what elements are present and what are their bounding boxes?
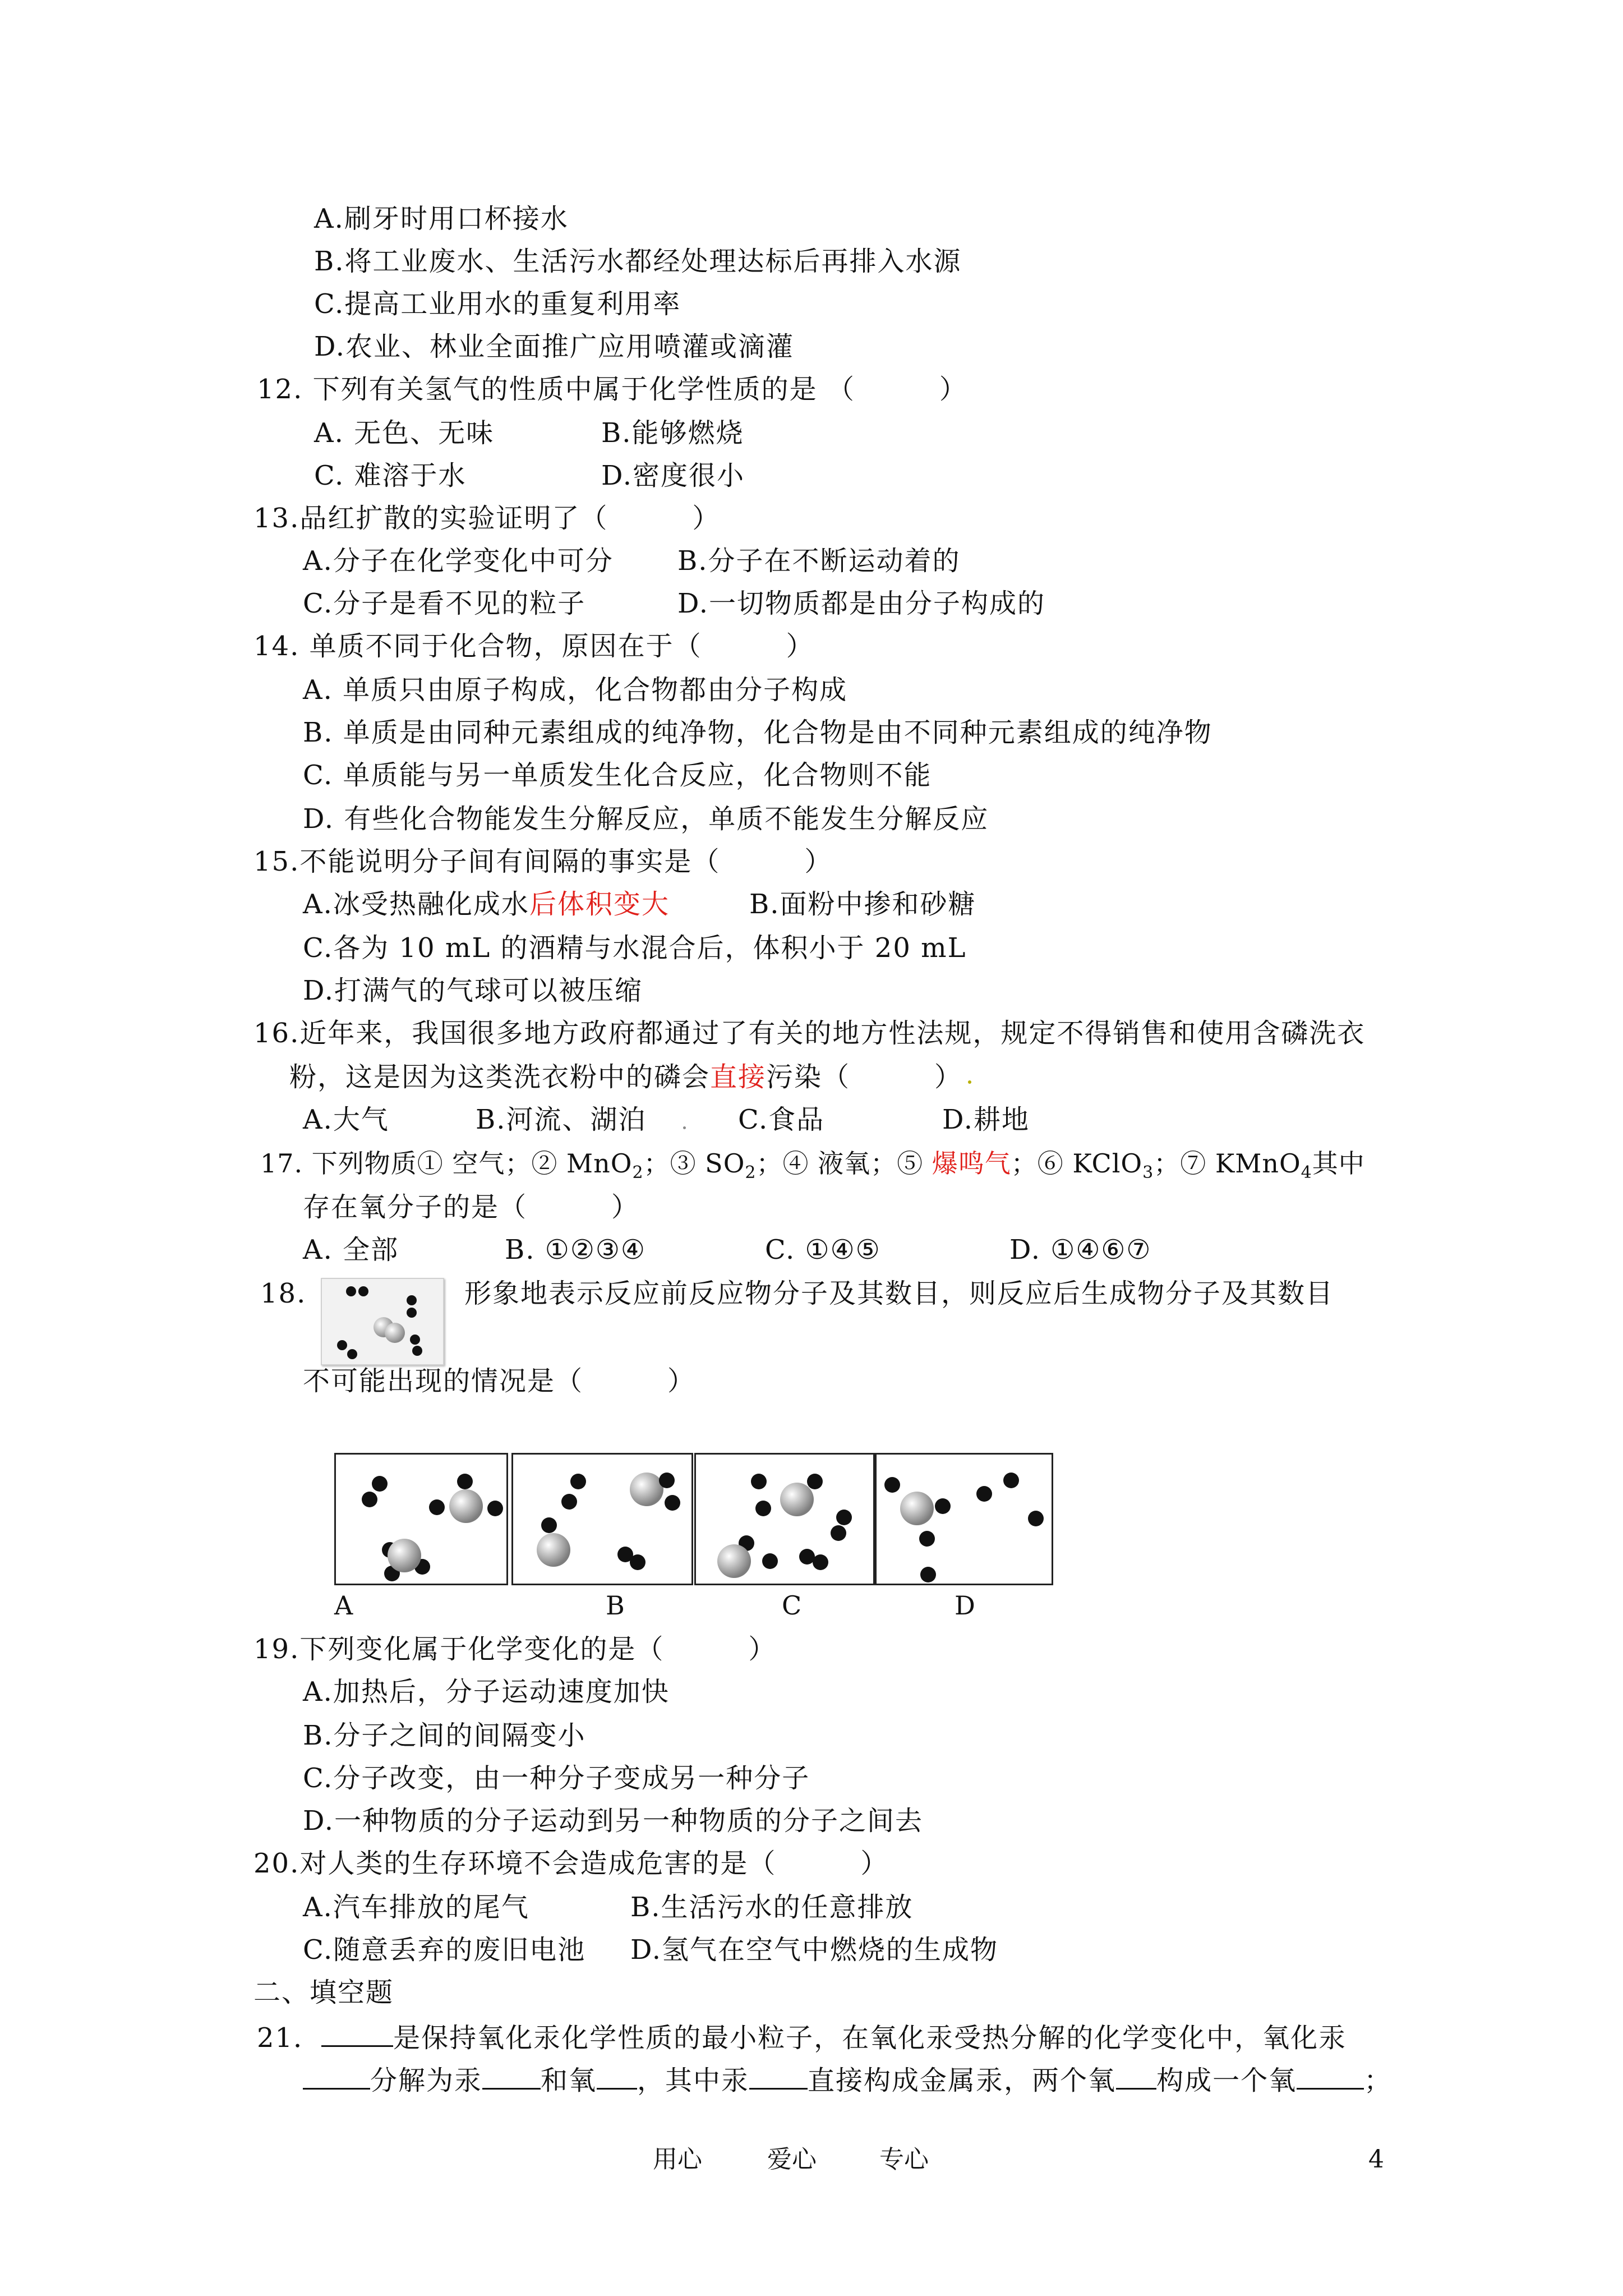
q18-label-d: D [955,1590,975,1621]
q21-line1 [257,2019,1347,2055]
stray-dot-mark-2 [683,1126,686,1129]
q17-sub-2: 2 [745,1163,757,1183]
q12-option-b: B.能够燃烧 [601,417,744,449]
q16-stem-line2 [289,1060,962,1094]
q17-option-a: A. 全部 [303,1234,399,1266]
q15-option-a [303,887,670,921]
q13-option-a: A.分子在化学变化中可分 [303,545,614,577]
q17-stem-line1 [260,1147,1365,1183]
q17-sub-1: 2 [632,1163,644,1183]
q21-text-1: 是保持氧化汞化学性质的最小粒子，在氧化汞受热分解的化学变化中，氧化汞 [393,2022,1347,2054]
q16-stem-text-b: 污染（ ） [766,1061,963,1093]
q15-option-a-highlight: 后体积变大 [529,889,670,920]
q19-option-b: B.分子之间的间隔变小 [303,1720,586,1751]
q17-sub-4: 4 [1301,1163,1312,1183]
q12-option-d: D.密度很小 [601,460,745,491]
section-heading-fill-in: 二、填空题 [253,1977,394,2008]
q17-highlight: 爆鸣气 [932,1148,1011,1179]
q17-sub-3: 3 [1142,1163,1154,1183]
q21-blank-1[interactable] [321,2019,393,2047]
q12-option-c: C. 难溶于水 [314,460,467,491]
q18-option-d-figure [875,1453,1053,1585]
q17-stem-line2: 存在氧分子的是（ ） [303,1191,640,1223]
q16-option-b: B.河流、湖泊 [476,1104,647,1135]
q20-option-b: B.生活污水的任意排放 [630,1892,914,1923]
q19-option-d: D.一种物质的分子运动到另一种物质的分子之间去 [303,1805,924,1837]
q18-option-a-figure [334,1453,508,1585]
q14-option-c: C. 单质能与另一单质发生化合反应，化合物则不能 [303,760,932,791]
q21-blank-2[interactable] [303,2062,370,2090]
q17-text-6: 其中 [1312,1148,1365,1179]
q21-text-6: 构成一个氧 [1156,2065,1297,2096]
q18-number: 18. [260,1278,307,1309]
q13-option-d: D.一切物质都是由分子构成的 [677,588,1046,619]
q21-text-7: ； [1364,2065,1393,2096]
q16-option-a: A.大气 [303,1104,389,1135]
q18-option-c-molecules [696,1455,873,1584]
q17-option-d: D. ①④⑥⑦ [1009,1234,1152,1266]
q17-text-2: ；③ SO [643,1148,745,1179]
q16-stem-line1: 16.近年来，我国很多地方政府都通过了有关的地方性法规，规定不得销售和使用含磷洗衣 [253,1018,1366,1049]
q14-option-a: A. 单质只由原子构成，化合物都由分子构成 [303,674,848,706]
q21-blank-5[interactable] [749,2062,808,2090]
q21-blank-6[interactable] [1116,2062,1156,2090]
q15-option-b: B.面粉中掺和砂糖 [749,889,976,920]
q18-option-d-molecules [877,1455,1052,1584]
q13-stem: 13.品红扩散的实验证明了（ ） [253,503,721,534]
q21-text-3: 和氧 [541,2065,597,2096]
q17-text-4: ；⑥ KClO [1011,1148,1143,1179]
q17-text-3: ；④ 液氧；⑤ [756,1148,932,1179]
q17-option-b: B. ①②③④ [505,1234,646,1266]
q18-label-c: C [782,1590,802,1621]
q11-option-d: D.农业、林业全面推广应用喷灌或滴灌 [314,331,795,362]
q15-option-a-text: A.冰受热融化成水 [303,889,529,920]
stray-dot-mark [968,1080,971,1084]
q21-text-5: 直接构成金属汞，两个氧 [808,2065,1117,2096]
q18-stem-line2: 不可能出现的情况是（ ） [303,1365,696,1397]
footer-motto-2: 爱心 [767,2145,817,2174]
q17-text-1: 17. 下列物质① 空气；② MnO [260,1148,633,1179]
q14-option-d: D. 有些化合物能发生分解反应，单质不能发生分解反应 [303,803,989,835]
q20-option-d: D.氢气在空气中燃烧的生成物 [630,1934,999,1966]
q13-option-b: B.分子在不断运动着的 [677,545,961,577]
q16-stem-highlight: 直接 [710,1061,767,1093]
q19-option-a: A.加热后，分子运动速度加快 [303,1676,670,1708]
q16-option-c: C.食品 [738,1104,825,1135]
q18-option-a-molecules [336,1455,506,1584]
q17-option-c: C. ①④⑤ [765,1234,881,1266]
q11-option-c: C.提高工业用水的重复利用率 [314,288,681,320]
q20-option-c: C.随意丢弃的废旧电池 [303,1934,586,1966]
q21-text-4: ，其中汞 [637,2065,750,2096]
q12-stem: 12. 下列有关氢气的性质中属于化学性质的是 （ ） [257,374,967,405]
q18-option-c-figure [694,1453,875,1585]
q14-option-b: B. 单质是由同种元素组成的纯净物，化合物是由不同种元素组成的纯净物 [303,717,1212,748]
footer-motto-3: 专心 [879,2145,929,2174]
q13-option-c: C.分子是看不见的粒子 [303,588,586,619]
q14-stem: 14. 单质不同于化合物，原因在于（ ） [253,631,814,662]
q11-option-b: B.将工业废水、生活污水都经处理达标后再排入水源 [314,246,962,277]
q15-option-d: D.打满气的气球可以被压缩 [303,975,643,1006]
q18-reactant-image [321,1278,444,1365]
q20-stem: 20.对人类的生存环境不会造成危害的是（ ） [253,1848,889,1879]
q12-option-a: A. 无色、无味 [314,417,495,449]
q21-text-2: 分解为汞 [370,2065,483,2096]
q21-number: 21． [257,2022,322,2054]
q16-option-d: D.耕地 [942,1104,1030,1135]
q18-option-b-molecules [513,1455,691,1584]
q17-text-5: ；⑦ KMnO [1154,1148,1301,1179]
q21-line2 [303,2062,1392,2097]
q15-option-c: C.各为 10 mL 的酒精与水混合后，体积小于 20 mL [303,932,967,964]
q21-blank-4[interactable] [597,2062,637,2090]
q15-stem: 15.不能说明分子间有间隔的事实是（ ） [253,846,833,877]
q11-option-a: A.刷牙时用口杯接水 [314,203,569,234]
q18-stem: 形象地表示反应前反应物分子及其数目，则反应后生成物分子及其数目 [464,1278,1334,1309]
q18-option-b-figure [511,1453,693,1585]
q19-option-c: C.分子改变，由一种分子变成另一种分子 [303,1763,810,1794]
footer-motto-1: 用心 [653,2145,702,2174]
q18-label-b: B [606,1590,625,1621]
q16-stem-text-a: 粉，这是因为这类洗衣粉中的磷会 [289,1061,711,1093]
q21-blank-3[interactable] [482,2062,541,2090]
q19-stem: 19.下列变化属于化学变化的是（ ） [253,1634,777,1665]
q18-label-a: A [334,1590,353,1621]
q18-reactant-molecules [322,1279,443,1364]
q21-blank-7[interactable] [1297,2062,1364,2090]
page-number: 4 [1368,2145,1384,2174]
q20-option-a: A.汽车排放的尾气 [303,1892,529,1923]
